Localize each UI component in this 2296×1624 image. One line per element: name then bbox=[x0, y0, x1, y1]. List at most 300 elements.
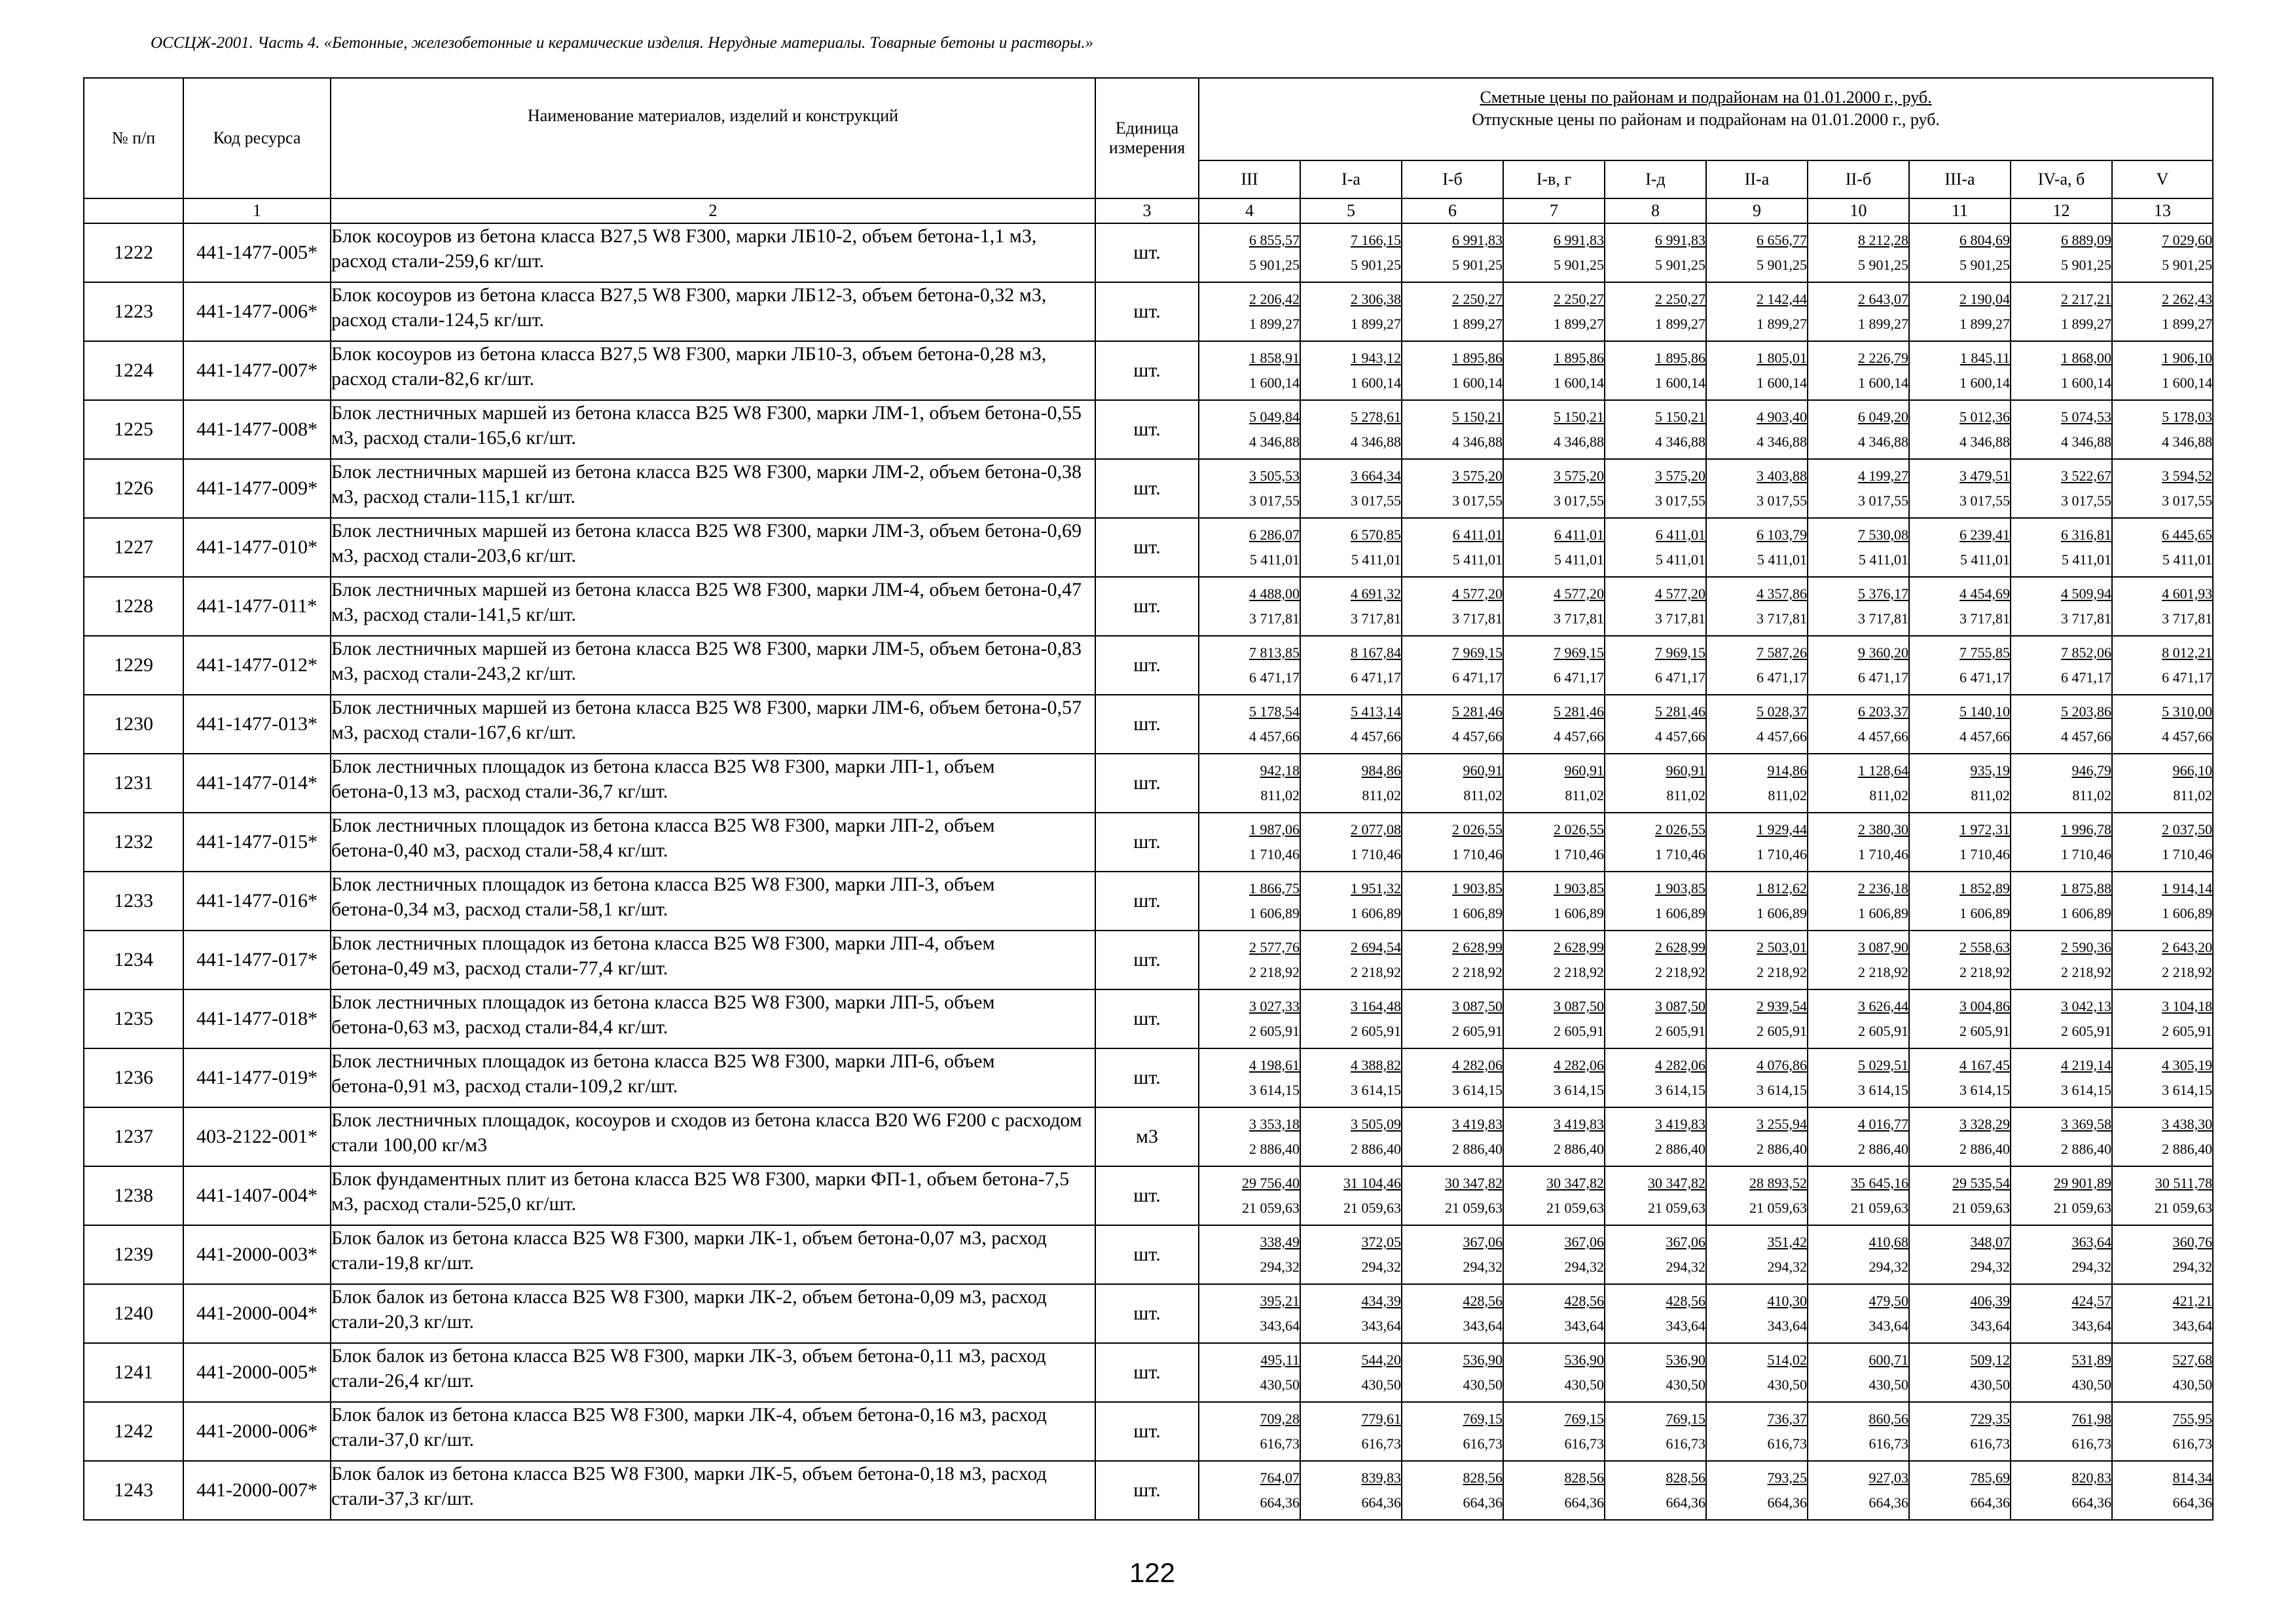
price-cell bbox=[1706, 989, 1808, 1048]
release-price: 4 346,88 bbox=[1858, 434, 1908, 450]
release-price: 1 600,14 bbox=[2162, 375, 2213, 391]
estimate-price: 3 087,50 bbox=[1655, 998, 1705, 1014]
estimate-price: 2 190,04 bbox=[1959, 291, 2010, 307]
estimate-price: 8 212,28 bbox=[1858, 232, 1908, 248]
release-price: 2 605,91 bbox=[1351, 1023, 1401, 1039]
release-price: 5 901,25 bbox=[1554, 257, 1604, 273]
price-cell bbox=[1605, 1048, 1706, 1107]
release-price: 3 717,81 bbox=[2162, 610, 2213, 627]
price-cell bbox=[1300, 518, 1402, 577]
price-cell bbox=[1300, 636, 1402, 695]
estimate-price: 7 530,08 bbox=[1858, 526, 1908, 543]
price-cell bbox=[2112, 1166, 2213, 1225]
estimate-price: 5 178,03 bbox=[2162, 409, 2213, 425]
table-row bbox=[84, 518, 2213, 577]
row-number: 1227 bbox=[84, 518, 183, 577]
price-cell bbox=[2112, 1225, 2213, 1284]
unit-of-measure: шт. bbox=[1095, 636, 1199, 695]
estimate-price: 536,90 bbox=[1463, 1352, 1503, 1368]
table-row bbox=[84, 813, 2213, 872]
estimate-price: 536,90 bbox=[1564, 1352, 1604, 1368]
price-cell bbox=[1199, 1461, 1300, 1520]
price-cell bbox=[1402, 518, 1503, 577]
price-cell bbox=[2011, 459, 2112, 518]
column-number: 13 bbox=[2112, 198, 2213, 223]
col-header-code: Код ресурса bbox=[183, 78, 331, 198]
price-cell bbox=[1300, 754, 1402, 813]
estimate-price: 514,02 bbox=[1767, 1352, 1807, 1368]
price-cell bbox=[1808, 1284, 1909, 1343]
release-price: 6 471,17 bbox=[2162, 669, 2213, 686]
release-price: 2 886,40 bbox=[1655, 1141, 1705, 1157]
estimate-price: 428,56 bbox=[1463, 1293, 1503, 1309]
price-cell bbox=[1706, 1284, 1808, 1343]
estimate-price: 1 858,91 bbox=[1249, 350, 1300, 366]
price-cell bbox=[1402, 1284, 1503, 1343]
price-cell bbox=[1909, 1461, 2011, 1520]
price-cell bbox=[1605, 872, 1706, 931]
release-price: 2 605,91 bbox=[1959, 1023, 2010, 1039]
release-price: 1 606,89 bbox=[2061, 905, 2111, 921]
estimate-price: 1 914,14 bbox=[2162, 880, 2213, 896]
estimate-price: 2 643,07 bbox=[1858, 291, 1908, 307]
estimate-price: 1 987,06 bbox=[1249, 821, 1300, 838]
unit-of-measure: шт. bbox=[1095, 400, 1199, 459]
estimate-price: 793,25 bbox=[1767, 1469, 1807, 1486]
release-price: 3 614,15 bbox=[1655, 1082, 1705, 1098]
price-cell bbox=[1503, 1225, 1605, 1284]
estimate-price: 421,21 bbox=[2172, 1293, 2213, 1309]
table-row bbox=[84, 754, 2213, 813]
price-cell bbox=[1605, 282, 1706, 341]
estimate-price: 1 868,00 bbox=[2061, 350, 2111, 366]
release-price: 1 899,27 bbox=[1655, 316, 1705, 332]
estimate-price: 3 505,09 bbox=[1351, 1116, 1401, 1132]
estimate-price: 35 645,16 bbox=[1851, 1175, 1908, 1191]
release-price: 5 901,25 bbox=[1249, 257, 1300, 273]
release-price: 1 606,89 bbox=[1757, 905, 1807, 921]
price-cell bbox=[1402, 282, 1503, 341]
table-row bbox=[84, 1343, 2213, 1402]
column-number: 2 bbox=[331, 198, 1095, 223]
estimate-price: 1 951,32 bbox=[1351, 880, 1401, 896]
item-name: Блок балок из бетона класса В25 W8 F300, марки ЛК-1, объем бетона-0,07 м3, расход стали-19,8 кг/шт. bbox=[331, 1225, 1095, 1284]
estimate-price: 1 895,86 bbox=[1655, 350, 1705, 366]
release-price: 1 899,27 bbox=[2162, 316, 2213, 332]
estimate-price: 6 889,09 bbox=[2061, 232, 2111, 248]
release-price: 21 059,63 bbox=[2054, 1200, 2111, 1216]
estimate-price: 479,50 bbox=[1868, 1293, 1908, 1309]
estimate-price: 6 286,07 bbox=[1249, 526, 1300, 543]
price-cell bbox=[1300, 459, 1402, 518]
estimate-price: 2 206,42 bbox=[1249, 291, 1300, 307]
estimate-price: 410,30 bbox=[1767, 1293, 1807, 1309]
price-cell bbox=[1605, 1343, 1706, 1402]
estimate-price: 828,56 bbox=[1564, 1469, 1604, 1486]
estimate-price: 4 076,86 bbox=[1757, 1057, 1807, 1073]
price-cell bbox=[1909, 518, 2011, 577]
estimate-price: 527,68 bbox=[2172, 1352, 2213, 1368]
release-price: 21 059,63 bbox=[1952, 1200, 2010, 1216]
release-price: 3 614,15 bbox=[2162, 1082, 2213, 1098]
release-price: 6 471,17 bbox=[2061, 669, 2111, 686]
release-price: 616,73 bbox=[1260, 1435, 1300, 1452]
price-cell bbox=[2011, 989, 2112, 1048]
price-cell bbox=[1199, 518, 1300, 577]
estimate-price: 2 262,43 bbox=[2162, 291, 2213, 307]
item-name: Блок лестничных маршей из бетона класса В25 W8 F300, марки ЛМ-5, объем бетона-0,83 м3, расход стали-243,2 кг/шт. bbox=[331, 636, 1095, 695]
release-price: 1 899,27 bbox=[2061, 316, 2111, 332]
price-cell bbox=[2112, 989, 2213, 1048]
price-cell bbox=[1706, 518, 1808, 577]
unit-of-measure: шт. bbox=[1095, 1225, 1199, 1284]
estimate-price: 348,07 bbox=[1970, 1234, 2010, 1250]
release-price: 811,02 bbox=[1565, 787, 1604, 803]
resource-code: 441-1477-014* bbox=[183, 754, 331, 813]
release-price: 2 886,40 bbox=[1351, 1141, 1401, 1157]
estimate-price: 828,56 bbox=[1666, 1469, 1705, 1486]
price-cell bbox=[1706, 577, 1808, 636]
resource-code: 441-1477-018* bbox=[183, 989, 331, 1048]
release-price: 430,50 bbox=[1564, 1376, 1604, 1393]
release-price: 616,73 bbox=[1564, 1435, 1604, 1452]
price-cell bbox=[2112, 341, 2213, 400]
row-number: 1241 bbox=[84, 1343, 183, 1402]
release-price: 4 346,88 bbox=[1655, 434, 1705, 450]
release-price: 5 901,25 bbox=[1452, 257, 1503, 273]
table-head bbox=[84, 78, 2213, 223]
estimate-price: 6 855,57 bbox=[1249, 232, 1300, 248]
estimate-price: 2 250,27 bbox=[1655, 291, 1705, 307]
estimate-price: 984,86 bbox=[1361, 762, 1401, 779]
release-price: 2 218,92 bbox=[1959, 964, 2010, 980]
price-cell bbox=[2011, 1402, 2112, 1461]
price-cell bbox=[1909, 872, 2011, 931]
estimate-price: 6 239,41 bbox=[1959, 526, 2010, 543]
estimate-price: 6 103,79 bbox=[1757, 526, 1807, 543]
estimate-price: 3 353,18 bbox=[1249, 1116, 1300, 1132]
release-price: 2 605,91 bbox=[1452, 1023, 1503, 1039]
price-cell bbox=[1503, 872, 1605, 931]
price-cell bbox=[1605, 754, 1706, 813]
row-number: 1236 bbox=[84, 1048, 183, 1107]
price-cell bbox=[2112, 459, 2213, 518]
release-price: 2 218,92 bbox=[1858, 964, 1908, 980]
price-cell bbox=[1605, 223, 1706, 282]
table-row bbox=[84, 695, 2213, 754]
estimate-price: 942,18 bbox=[1260, 762, 1300, 779]
release-price: 430,50 bbox=[1868, 1376, 1908, 1393]
release-price: 5 411,01 bbox=[2162, 551, 2213, 568]
table-row bbox=[84, 1461, 2213, 1520]
item-name: Блок косоуров из бетона класса В27,5 W8 F300, марки ЛБ12-3, объем бетона-0,32 м3, расход стали-124,5 кг/шт. bbox=[331, 282, 1095, 341]
price-cell bbox=[2112, 1402, 2213, 1461]
price-cell bbox=[1199, 636, 1300, 695]
release-price: 1 600,14 bbox=[1554, 375, 1604, 391]
price-cell bbox=[1300, 989, 1402, 1048]
price-cell bbox=[1300, 1402, 1402, 1461]
release-price: 294,32 bbox=[1767, 1259, 1807, 1275]
estimate-price: 966,10 bbox=[2172, 762, 2213, 779]
release-price: 1 899,27 bbox=[1249, 316, 1300, 332]
item-name: Блок лестничных площадок из бетона класса В25 W8 F300, марки ЛП-2, объем бетона-0,40 м3, расход стали-58,4 кг/шт. bbox=[331, 813, 1095, 872]
column-number: 1 bbox=[183, 198, 331, 223]
price-cell bbox=[1503, 1402, 1605, 1461]
release-price: 664,36 bbox=[1666, 1494, 1705, 1511]
price-cell bbox=[1605, 1225, 1706, 1284]
estimate-price: 7 029,60 bbox=[2162, 232, 2213, 248]
release-price: 616,73 bbox=[1463, 1435, 1503, 1452]
release-price: 811,02 bbox=[1666, 787, 1705, 803]
resource-code: 441-2000-006* bbox=[183, 1402, 331, 1461]
estimate-price: 363,64 bbox=[2071, 1234, 2111, 1250]
row-number: 1243 bbox=[84, 1461, 183, 1520]
release-price: 3 614,15 bbox=[1757, 1082, 1807, 1098]
resource-code: 441-1477-005* bbox=[183, 223, 331, 282]
price-cell bbox=[2112, 872, 2213, 931]
release-price: 430,50 bbox=[1361, 1376, 1401, 1393]
table-row bbox=[84, 341, 2213, 400]
column-number: 12 bbox=[2011, 198, 2112, 223]
release-price: 4 457,66 bbox=[1452, 728, 1503, 745]
release-price: 5 411,01 bbox=[1554, 551, 1604, 568]
estimate-price: 960,91 bbox=[1463, 762, 1503, 779]
estimate-price: 4 219,14 bbox=[2061, 1057, 2111, 1073]
release-price: 5 411,01 bbox=[1757, 551, 1807, 568]
release-price: 664,36 bbox=[1463, 1494, 1503, 1511]
release-price: 2 218,92 bbox=[1351, 964, 1401, 980]
price-cell bbox=[1199, 223, 1300, 282]
price-cell bbox=[1300, 1048, 1402, 1107]
price-cell bbox=[1300, 1225, 1402, 1284]
estimate-price: 360,76 bbox=[2172, 1234, 2213, 1250]
column-number: 4 bbox=[1199, 198, 1300, 223]
release-price: 2 886,40 bbox=[1554, 1141, 1604, 1157]
release-price: 1 606,89 bbox=[1858, 905, 1908, 921]
price-cell bbox=[1808, 989, 1909, 1048]
price-cell bbox=[1503, 1461, 1605, 1520]
release-price: 1 710,46 bbox=[2061, 846, 2111, 862]
item-name: Блок лестничных маршей из бетона класса В25 W8 F300, марки ЛМ-1, объем бетона-0,55 м3, расход стали-165,6 кг/шт. bbox=[331, 400, 1095, 459]
release-price: 811,02 bbox=[2173, 787, 2213, 803]
estimate-price: 3 575,20 bbox=[1554, 468, 1604, 484]
estimate-price: 814,34 bbox=[2172, 1469, 2213, 1486]
release-price: 3 717,81 bbox=[1249, 610, 1300, 627]
estimate-price: 2 226,79 bbox=[1858, 350, 1908, 366]
release-price: 294,32 bbox=[1463, 1259, 1503, 1275]
item-name: Блок лестничных площадок из бетона класса В25 W8 F300, марки ЛП-3, объем бетона-0,34 м3, расход стали-58,1 кг/шт. bbox=[331, 872, 1095, 931]
release-price: 1 899,27 bbox=[1351, 316, 1401, 332]
price-cell bbox=[1909, 577, 2011, 636]
price-cell bbox=[1605, 1166, 1706, 1225]
release-price: 1 710,46 bbox=[2162, 846, 2213, 862]
row-number: 1223 bbox=[84, 282, 183, 341]
price-cell bbox=[1706, 931, 1808, 989]
estimate-price: 5 029,51 bbox=[1858, 1057, 1908, 1073]
release-price: 3 017,55 bbox=[2061, 492, 2111, 509]
col-header-prices bbox=[1199, 78, 2213, 160]
release-price: 21 059,63 bbox=[1343, 1200, 1401, 1216]
price-cell bbox=[1808, 1107, 1909, 1166]
release-price: 1 710,46 bbox=[1452, 846, 1503, 862]
release-price: 1 600,14 bbox=[1858, 375, 1908, 391]
unit-of-measure: шт. bbox=[1095, 223, 1199, 282]
release-price: 1 600,14 bbox=[1351, 375, 1401, 391]
estimate-price: 434,39 bbox=[1361, 1293, 1401, 1309]
estimate-price: 6 570,85 bbox=[1351, 526, 1401, 543]
release-price: 4 346,88 bbox=[1554, 434, 1604, 450]
row-number: 1225 bbox=[84, 400, 183, 459]
unit-of-measure: шт. bbox=[1095, 1461, 1199, 1520]
estimate-price: 946,79 bbox=[2071, 762, 2111, 779]
release-price: 1 606,89 bbox=[1351, 905, 1401, 921]
estimate-price: 5 413,14 bbox=[1351, 703, 1401, 720]
release-price: 343,64 bbox=[1868, 1318, 1908, 1334]
item-name: Блок косоуров из бетона класса В27,5 W8 F300, марки ЛБ10-3, объем бетона-0,28 м3, расход стали-82,6 кг/шт. bbox=[331, 341, 1095, 400]
price-cell bbox=[2112, 813, 2213, 872]
district-header: I-б bbox=[1402, 160, 1503, 198]
estimate-price: 839,83 bbox=[1361, 1469, 1401, 1486]
release-price: 2 218,92 bbox=[1757, 964, 1807, 980]
release-price: 343,64 bbox=[1260, 1318, 1300, 1334]
estimate-price: 2 628,99 bbox=[1554, 939, 1604, 955]
price-cell bbox=[1605, 1284, 1706, 1343]
resource-code: 441-1477-011* bbox=[183, 577, 331, 636]
price-cell bbox=[1402, 872, 1503, 931]
estimate-price: 1 996,78 bbox=[2061, 821, 2111, 838]
price-cell bbox=[1300, 341, 1402, 400]
release-price: 3 017,55 bbox=[1655, 492, 1705, 509]
price-cell bbox=[1199, 931, 1300, 989]
estimate-price: 8 012,21 bbox=[2162, 644, 2213, 661]
release-price: 294,32 bbox=[1260, 1259, 1300, 1275]
estimate-price: 1 875,88 bbox=[2061, 880, 2111, 896]
price-cell bbox=[1300, 695, 1402, 754]
unit-of-measure: шт. bbox=[1095, 754, 1199, 813]
price-cell bbox=[1706, 1048, 1808, 1107]
table-row bbox=[84, 1107, 2213, 1166]
row-number: 1226 bbox=[84, 459, 183, 518]
estimate-price: 764,07 bbox=[1260, 1469, 1300, 1486]
release-price: 2 218,92 bbox=[1249, 964, 1300, 980]
item-name: Блок лестничных маршей из бетона класса В25 W8 F300, марки ЛМ-4, объем бетона-0,47 м3, расход стали-141,5 кг/шт. bbox=[331, 577, 1095, 636]
estimate-price: 6 203,37 bbox=[1858, 703, 1908, 720]
release-price: 3 717,81 bbox=[1858, 610, 1908, 627]
release-price: 1 606,89 bbox=[1655, 905, 1705, 921]
price-cell bbox=[2112, 931, 2213, 989]
price-cell bbox=[1909, 341, 2011, 400]
price-cell bbox=[2011, 695, 2112, 754]
resource-code: 441-1407-004* bbox=[183, 1166, 331, 1225]
row-number: 1237 bbox=[84, 1107, 183, 1166]
price-cell bbox=[1909, 1048, 2011, 1107]
estimate-price: 395,21 bbox=[1260, 1293, 1300, 1309]
price-cell bbox=[1300, 400, 1402, 459]
release-price: 811,02 bbox=[1768, 787, 1807, 803]
price-cell bbox=[1706, 1461, 1808, 1520]
release-price: 3 017,55 bbox=[1351, 492, 1401, 509]
release-price: 1 899,27 bbox=[1757, 316, 1807, 332]
estimate-price: 7 969,15 bbox=[1452, 644, 1503, 661]
estimate-price: 509,12 bbox=[1970, 1352, 2010, 1368]
price-cell bbox=[1808, 282, 1909, 341]
price-cell bbox=[1300, 223, 1402, 282]
release-price: 5 901,25 bbox=[1858, 257, 1908, 273]
price-cell bbox=[2011, 1225, 2112, 1284]
price-cell bbox=[1402, 1166, 1503, 1225]
estimate-price: 761,98 bbox=[2071, 1411, 2111, 1427]
price-cell bbox=[1808, 1048, 1909, 1107]
estimate-price: 6 411,01 bbox=[1452, 526, 1503, 543]
district-header: III bbox=[1199, 160, 1300, 198]
release-price: 5 901,25 bbox=[1655, 257, 1705, 273]
release-price: 4 457,66 bbox=[1351, 728, 1401, 745]
release-price: 4 457,66 bbox=[2162, 728, 2213, 745]
column-number: 5 bbox=[1300, 198, 1402, 223]
price-cell bbox=[1503, 400, 1605, 459]
estimate-price: 2 628,99 bbox=[1655, 939, 1705, 955]
release-price: 5 411,01 bbox=[1249, 551, 1300, 568]
release-price: 3 717,81 bbox=[1655, 610, 1705, 627]
table-row bbox=[84, 989, 2213, 1048]
item-name: Блок лестничных маршей из бетона класса В25 W8 F300, марки ЛМ-2, объем бетона-0,38 м3, расход стали-115,1 кг/шт. bbox=[331, 459, 1095, 518]
release-price: 21 059,63 bbox=[1242, 1200, 1300, 1216]
estimate-price: 2 026,55 bbox=[1452, 821, 1503, 838]
price-cell bbox=[1909, 813, 2011, 872]
unit-of-measure: шт. bbox=[1095, 1166, 1199, 1225]
price-cell bbox=[1503, 636, 1605, 695]
price-cell bbox=[2011, 518, 2112, 577]
release-price: 3 614,15 bbox=[2061, 1082, 2111, 1098]
price-cell bbox=[1402, 400, 1503, 459]
estimate-price: 5 150,21 bbox=[1554, 409, 1604, 425]
price-cell bbox=[2011, 223, 2112, 282]
unit-of-measure: м3 bbox=[1095, 1107, 1199, 1166]
price-cell bbox=[1706, 813, 1808, 872]
resource-code: 441-1477-019* bbox=[183, 1048, 331, 1107]
price-cell bbox=[1300, 1284, 1402, 1343]
estimate-price: 3 664,34 bbox=[1351, 468, 1401, 484]
row-number: 1233 bbox=[84, 872, 183, 931]
estimate-price: 29 535,54 bbox=[1952, 1175, 2010, 1191]
estimate-price: 1 895,86 bbox=[1452, 350, 1503, 366]
release-price: 3 717,81 bbox=[1452, 610, 1503, 627]
estimate-price: 3 027,33 bbox=[1249, 998, 1300, 1014]
price-cell bbox=[2112, 1107, 2213, 1166]
release-price: 1 606,89 bbox=[2162, 905, 2213, 921]
estimate-price: 4 388,82 bbox=[1351, 1057, 1401, 1073]
resource-code: 441-1477-007* bbox=[183, 341, 331, 400]
item-name: Блок косоуров из бетона класса В27,5 W8 F300, марки ЛБ10-2, объем бетона-1,1 м3, расход стали-259,6 кг/шт. bbox=[331, 223, 1095, 282]
price-cell bbox=[2112, 1284, 2213, 1343]
price-cell bbox=[1909, 223, 2011, 282]
prices-title-release: Отпускные цены по районам и подрайонам на 01.01.2000 г., руб. bbox=[1472, 110, 1940, 129]
table-row bbox=[84, 223, 2213, 282]
release-price: 2 605,91 bbox=[1249, 1023, 1300, 1039]
release-price: 294,32 bbox=[1564, 1259, 1604, 1275]
estimate-price: 4 016,77 bbox=[1858, 1116, 1908, 1132]
price-cell bbox=[1199, 577, 1300, 636]
estimate-price: 1 128,64 bbox=[1858, 762, 1908, 779]
estimate-price: 2 503,01 bbox=[1757, 939, 1807, 955]
price-cell bbox=[2112, 754, 2213, 813]
release-price: 2 605,91 bbox=[1554, 1023, 1604, 1039]
estimate-price: 1 929,44 bbox=[1757, 821, 1807, 838]
item-name: Блок балок из бетона класса В25 W8 F300, марки ЛК-3, объем бетона-0,11 м3, расход стали-26,4 кг/шт. bbox=[331, 1343, 1095, 1402]
estimate-price: 5 278,61 bbox=[1351, 409, 1401, 425]
estimate-price: 544,20 bbox=[1361, 1352, 1401, 1368]
estimate-price: 428,56 bbox=[1564, 1293, 1604, 1309]
